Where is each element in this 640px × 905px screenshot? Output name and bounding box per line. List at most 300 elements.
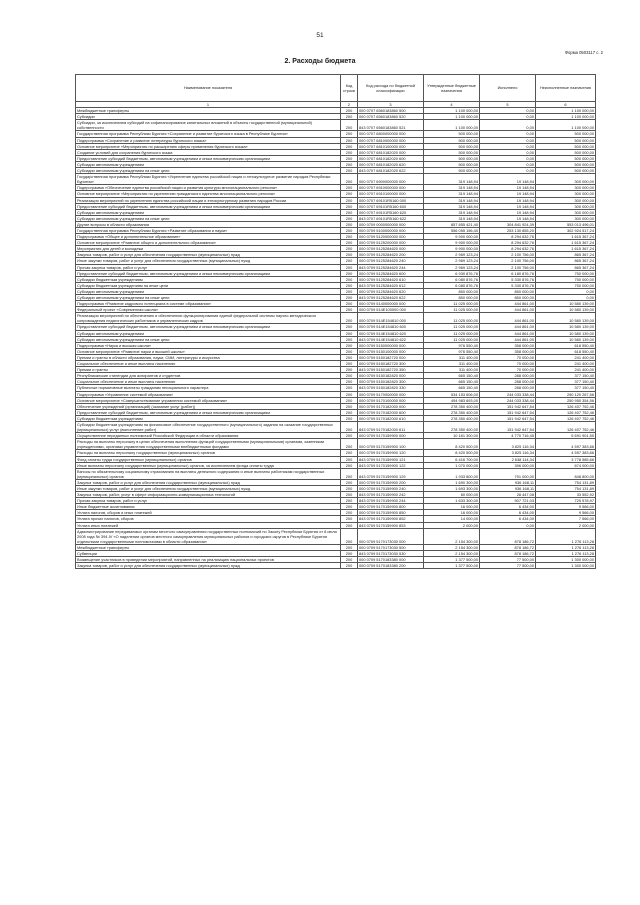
row-unexecuted: 618 550,40 — [536, 342, 596, 348]
row-name: Прочая закупка товаров, работ и услуг — [76, 264, 341, 270]
row-unexecuted: 300 000,00 — [536, 191, 596, 197]
row-executed: 0,00 — [480, 120, 536, 131]
row-classification-code: 000 0709 5100000000 000 — [358, 227, 424, 233]
row-executed: 444 861,00 — [480, 330, 536, 336]
row-executed: 77 500,00 — [480, 563, 536, 569]
row-classification-code: 000 0709 5170159900 000 — [358, 433, 424, 439]
row-approved: 16 000,00 — [424, 504, 480, 510]
row-approved: 500 000,00 — [424, 161, 480, 167]
row-approved: 1 100 000,00 — [424, 114, 480, 120]
row-classification-code: 000 0707 69101R5160 000 — [358, 197, 424, 203]
expenditure-table — [75, 74, 596, 569]
row-name: Премии и гранты в области образования, науки, СМИ, литературы и искусства — [76, 354, 341, 360]
row-line-code: 200 — [341, 361, 358, 367]
row-approved: 665 150,40 — [424, 373, 480, 379]
row-name: Субсидии автономным учреждениям — [76, 209, 341, 215]
row-classification-code: 000 0709 5170159900 850 — [358, 510, 424, 516]
row-unexecuted: 500 000,00 — [536, 168, 596, 174]
row-approved: 9 900 000,00 — [424, 246, 480, 252]
row-approved: 665 150,40 — [424, 379, 480, 385]
row-unexecuted: 10 580 139,00 — [536, 324, 596, 330]
row-executed: 19 148,94 — [480, 215, 536, 221]
row-name: Закупка товаров, работ и услуг для обеспечения государственных (муниципальных) нужд — [76, 252, 341, 258]
row-executed: 70 000,00 — [480, 361, 536, 367]
row-unexecuted: 500 000,00 — [536, 137, 596, 143]
row-classification-code: 843 0709 5125284620 622 — [358, 295, 424, 301]
row-unexecuted: 302 924 517,24 — [536, 227, 596, 233]
row-line-code: 200 — [341, 203, 358, 209]
row-line-code: 200 — [341, 258, 358, 264]
row-executed: 70 000,00 — [480, 367, 536, 373]
column-number: 4 — [424, 102, 480, 108]
row-line-code: 200 — [341, 108, 358, 114]
row-name: Социальное обеспечение и иные выплаты населению — [76, 361, 341, 367]
row-unexecuted: 500 000,00 — [536, 131, 596, 137]
row-name: Иные закупки товаров, работ и услуг для обеспечения государственных (муниципальных) нужд — [76, 486, 341, 492]
row-line-code: 200 — [341, 227, 358, 233]
row-executed: 0,00 — [480, 522, 536, 528]
header-indicator-name: Наименование показателя — [76, 75, 341, 102]
row-executed: 3 825 116,34 — [480, 450, 536, 456]
row-approved: 2 154 300,00 — [424, 551, 480, 557]
row-unexecuted: 300 000,00 — [536, 209, 596, 215]
row-executed: 6 180 876,76 — [480, 270, 536, 276]
row-classification-code: 000 0707 6810182020 000 — [358, 149, 424, 155]
row-name: Федеральный проект «Современная школа» — [76, 307, 341, 313]
row-approved: 1 690 300,00 — [424, 479, 480, 485]
row-unexecuted: 553 013 496,01 — [536, 221, 596, 227]
row-approved: 1 693 300,00 — [424, 486, 480, 492]
row-name: Закупка товаров, работ, услуг в сфере информационно-коммуникационных технологий — [76, 492, 341, 498]
row-unexecuted: 377 150,40 — [536, 373, 596, 379]
row-unexecuted: 500 000,00 — [536, 149, 596, 155]
table-row — [76, 174, 596, 185]
row-line-code: 200 — [341, 324, 358, 330]
row-line-code: 200 — [341, 246, 358, 252]
row-executed: 253 130 855,20 — [480, 227, 536, 233]
row-classification-code: 000 0709 5150100000 000 — [358, 348, 424, 354]
row-approved: 2 154 300,00 — [424, 544, 480, 550]
row-approved: 976 550,40 — [424, 342, 480, 348]
row-name: Субсидии бюджетным учреждениям — [76, 276, 341, 282]
row-line-code: 200 — [341, 354, 358, 360]
row-line-code: 200 — [341, 161, 358, 167]
row-line-code: 200 — [341, 342, 358, 348]
row-classification-code: 000 0707 6810000000 000 — [358, 137, 424, 143]
row-unexecuted: 1 300 000,00 — [536, 563, 596, 569]
row-classification-code: 843 0709 5170173030 530 — [358, 551, 424, 557]
row-executed: 878 186,72 — [480, 528, 536, 544]
row-unexecuted: 4 597 383,66 — [536, 450, 596, 456]
row-name: Администрирование передаваемых органам местного самоуправления государственных полномочий по Закону Республики Бурятия от 8 июля 2008 года № 394-IV «О наделении органов местного самоуправления муниципальных районов и городских округов в Республике Бурятия отдельными государственными полномочиями в области образования» — [76, 528, 341, 544]
row-line-code: 200 — [341, 462, 358, 468]
row-unexecuted: 865 367,24 — [536, 258, 596, 264]
row-line-code: 200 — [341, 174, 358, 185]
row-name: Предоставление субсидий бюджетным, автономным учреждениям и иным некоммерческим организациям — [76, 324, 341, 330]
row-executed: 19 148,94 — [480, 203, 536, 209]
row-executed: 878 186,72 — [480, 544, 536, 550]
row-approved: 857 855 421,40 — [424, 221, 480, 227]
row-unexecuted: 500 000,00 — [536, 161, 596, 167]
row-name: Предоставление субсидий бюджетным, автономным учреждениям и иным некоммерческим организациям — [76, 270, 341, 276]
row-approved: 11 025 000,00 — [424, 336, 480, 342]
row-approved: 319 148,94 — [424, 197, 480, 203]
row-unexecuted: 9 566,00 — [536, 510, 596, 516]
row-line-code: 200 — [341, 288, 358, 294]
header-executed: Исполнено — [480, 75, 536, 102]
row-unexecuted: 300 000,00 — [536, 215, 596, 221]
row-line-code: 200 — [341, 504, 358, 510]
row-line-code: 200 — [341, 264, 358, 270]
row-name: Взносы по обязательному социальному страхованию на выплаты денежного содержания и иные выплаты работникам государственных (муниципальных) органов — [76, 468, 341, 479]
row-classification-code: 000 0707 6800000000 000 — [358, 131, 424, 137]
row-classification-code: 000 0707 6810182020 620 — [358, 161, 424, 167]
row-name: Субсидии бюджетным учреждениям — [76, 415, 341, 421]
row-line-code: 200 — [341, 221, 358, 227]
row-executed: 358 000,00 — [480, 342, 536, 348]
row-classification-code: 000 0709 5120000000 000 — [358, 234, 424, 240]
row-unexecuted: 377 150,40 — [536, 379, 596, 385]
row-approved: 16 000,00 — [424, 510, 480, 516]
row-line-code: 200 — [341, 397, 358, 403]
row-line-code: 200 — [341, 149, 358, 155]
row-approved: 1 377 500,00 — [424, 563, 480, 569]
row-approved: 665 150,40 — [424, 385, 480, 391]
row-executed: 19 148,94 — [480, 197, 536, 203]
row-executed: 2 100 756,00 — [480, 252, 536, 258]
row-classification-code: 843 0709 5170159900 242 — [358, 492, 424, 498]
row-executed: 8 294 632,76 — [480, 240, 536, 246]
row-name: Прочая закупка товаров, работ и услуг — [76, 498, 341, 504]
row-name: Другие вопросы в области образования — [76, 221, 341, 227]
header-classification-code: Код расхода по бюджетной классификации — [358, 75, 424, 102]
row-line-code: 200 — [341, 468, 358, 479]
row-name: Субсидии, за исключением субсидий на софинансирование капитальных вложений в объекты государственной (муниципальной) собственности — [76, 120, 341, 131]
row-unexecuted: 0,00 — [536, 288, 596, 294]
row-line-code: 200 — [341, 439, 358, 450]
row-approved: 1 070 000,00 — [424, 462, 480, 468]
row-line-code: 200 — [341, 421, 358, 432]
row-classification-code: 000 0709 5125284620 600 — [358, 270, 424, 276]
row-name: Субсидии автономным учреждениям на иные цели — [76, 215, 341, 221]
row-line-code: 200 — [341, 563, 358, 569]
row-name: Подпрограмма «Наука и высшая школа» — [76, 342, 341, 348]
row-executed: 444 861,00 — [480, 313, 536, 324]
row-approved: 9 900 000,00 — [424, 234, 480, 240]
row-classification-code: 843 0709 5125284620 612 — [358, 282, 424, 288]
row-executed: 850 000,00 — [480, 288, 536, 294]
row-classification-code: 000 0707 6810182020 600 — [358, 155, 424, 161]
row-name: Возмещение участников в проведении мероприятий, направленных на реализацию национальных проектов — [76, 557, 341, 563]
row-line-code: 200 — [341, 143, 358, 149]
row-line-code: 200 — [341, 234, 358, 240]
row-name: Государственная программа Республики Бурятия «Сохранение и развитие бурятского языка в Республике Бурятия» — [76, 131, 341, 137]
row-name: Подпрограмма «Обеспечение единства российской нации и развития культуры многонационального региона» — [76, 185, 341, 191]
row-approved: 319 148,94 — [424, 209, 480, 215]
row-executed: 0,00 — [480, 131, 536, 137]
row-unexecuted: 1 276 113,28 — [536, 551, 596, 557]
row-executed: 0,00 — [480, 143, 536, 149]
row-line-code: 200 — [341, 120, 358, 131]
row-name: Основное мероприятие «Мероприятия по расширению сферы применения бурятского языка» — [76, 143, 341, 149]
row-name: Межбюджетные трансферты — [76, 108, 341, 114]
row-name: Закупка товаров, работ и услуг для обеспечения государственных (муниципальных) нужд — [76, 479, 341, 485]
row-line-code: 200 — [341, 433, 358, 439]
row-approved: 278 350 400,00 — [424, 415, 480, 421]
row-line-code: 200 — [341, 516, 358, 522]
row-classification-code: 000 0709 514E100000 000 — [358, 307, 424, 313]
row-line-code: 200 — [341, 456, 358, 462]
row-classification-code: 000 0709 0000000000 000 — [358, 221, 424, 227]
row-executed: 19 148,94 — [480, 191, 536, 197]
row-approved: 319 148,94 — [424, 215, 480, 221]
row-line-code: 200 — [341, 295, 358, 301]
row-classification-code: 843 0709 5170182000 611 — [358, 421, 424, 432]
row-name: Основное мероприятие «Развитие науки и высшей школы» — [76, 348, 341, 354]
row-approved: 311 400,00 — [424, 367, 480, 373]
row-line-code: 200 — [341, 385, 358, 391]
row-approved: 500 000,00 — [424, 168, 480, 174]
row-name: Субсидии автономным учреждениям на иные цели — [76, 336, 341, 342]
row-name: Основное мероприятие «Развитие общего и дополнительного образования» — [76, 240, 341, 246]
row-executed: 288 000,00 — [480, 379, 536, 385]
row-line-code: 200 — [341, 330, 358, 336]
row-name: Осуществление переданных полномочий Российской Федерации в области образования — [76, 433, 341, 439]
row-approved: 500 000,00 — [424, 131, 480, 137]
row-classification-code: 000 0709 5125284620 200 — [358, 252, 424, 258]
column-number: 3 — [358, 102, 424, 108]
row-executed: 396 000,00 — [480, 462, 536, 468]
row-line-code: 200 — [341, 313, 358, 324]
row-name: Социальное обеспечение и иные выплаты населению — [76, 379, 341, 385]
row-unexecuted: 241 400,00 — [536, 367, 596, 373]
row-line-code: 200 — [341, 114, 358, 120]
row-name: Закупка товаров, работ и услуг для обеспечения государственных (муниципальных) нужд — [76, 563, 341, 569]
row-unexecuted: 865 367,24 — [536, 252, 596, 258]
row-name: Субсидии автономным учреждениям на иные цели — [76, 295, 341, 301]
row-unexecuted: 750 000,00 — [536, 282, 596, 288]
row-unexecuted: 0,00 — [536, 295, 596, 301]
row-approved: 10 181 300,00 — [424, 433, 480, 439]
header-unexecuted: Неисполненные назначения — [536, 75, 596, 102]
row-unexecuted: 290 120 267,56 — [536, 391, 596, 397]
row-name: Подпрограмма «Развитие кадрового потенциала в системе образования» — [76, 301, 341, 307]
row-name: Субсидии автономным учреждениям — [76, 330, 341, 336]
row-classification-code: 000 0707 69101R5160 620 — [358, 209, 424, 215]
row-unexecuted: 1 100 000,00 — [536, 120, 596, 131]
column-number: 2 — [341, 102, 358, 108]
row-unexecuted: 126 407 752,46 — [536, 415, 596, 421]
row-name: Субсидии автономным учреждениям — [76, 161, 341, 167]
row-name: Публичные нормативные выплаты гражданам несоциального характера — [76, 385, 341, 391]
row-approved: 6 416 700,00 — [424, 456, 480, 462]
row-name: Предоставление субсидий бюджетным, автономным учреждениям и иным некоммерческим организациям — [76, 155, 341, 161]
row-classification-code: 000 0709 5125284620 240 — [358, 258, 424, 264]
row-name: Основное мероприятие «Совершенствование управления системой образования» — [76, 397, 341, 403]
row-executed: 444 861,00 — [480, 307, 536, 313]
row-unexecuted: 300 000,00 — [536, 203, 596, 209]
row-line-code: 200 — [341, 379, 358, 385]
row-unexecuted: 300 000,00 — [536, 174, 596, 185]
row-executed: 0,00 — [480, 114, 536, 120]
row-executed: 878 186,72 — [480, 551, 536, 557]
row-unexecuted: 126 407 752,46 — [536, 403, 596, 409]
row-executed: 6 434,00 — [480, 504, 536, 510]
row-line-code: 200 — [341, 551, 358, 557]
row-approved: 6 080 876,76 — [424, 282, 480, 288]
row-line-code: 200 — [341, 528, 358, 544]
row-classification-code: 843 0709 5170159900 121 — [358, 456, 424, 462]
row-approved: 556 055 156,40 — [424, 227, 480, 233]
row-name: Уплата налогов, сборов и иных платежей — [76, 510, 341, 516]
row-classification-code: 000 0709 5125284620 620 — [358, 288, 424, 294]
table-row — [76, 421, 596, 432]
row-line-code: 200 — [341, 544, 358, 550]
row-executed: 244 033 338,44 — [480, 397, 536, 403]
row-unexecuted: 9 566,00 — [536, 504, 596, 510]
row-name: Обеспечение учреждений (организаций) (оказание услуг (работ)) — [76, 403, 341, 409]
row-line-code: 200 — [341, 403, 358, 409]
row-approved: 2 154 300,00 — [424, 528, 480, 544]
row-line-code: 200 — [341, 137, 358, 143]
row-classification-code: 000 0709 5170173030 500 — [358, 544, 424, 550]
row-unexecuted: 750 000,00 — [536, 276, 596, 282]
row-executed: 0,00 — [480, 155, 536, 161]
row-line-code: 200 — [341, 348, 358, 354]
row-name: Межбюджетные трансферты — [76, 544, 341, 550]
row-approved: 11 025 000,00 — [424, 301, 480, 307]
row-name: Расходы на выплаты персоналу в целях обеспечения выполнения функций государственными (муниципальными) органами, казенными учреждениями, органами управления государственными внебюджетными фондами — [76, 439, 341, 450]
row-approved: 311 400,00 — [424, 361, 480, 367]
row-classification-code: 000 0707 6900000000 000 — [358, 174, 424, 185]
form-code: Форма 0503117 с. 2 — [564, 50, 603, 55]
row-unexecuted: 2 000,00 — [536, 522, 596, 528]
table-row — [76, 120, 596, 131]
row-approved: 14 000,00 — [424, 516, 480, 522]
row-name: Уплата иных платежей — [76, 522, 341, 528]
row-name: Субвенции — [76, 551, 341, 557]
row-name: Подпрограмма «Управление системой образования» — [76, 391, 341, 397]
row-approved: 319 148,94 — [424, 203, 480, 209]
row-approved: 60 000,00 — [424, 492, 480, 498]
row-approved: 500 000,00 — [424, 143, 480, 149]
row-executed: 304 841 924,39 — [480, 221, 536, 227]
table-row — [76, 468, 596, 479]
row-classification-code: 843 0709 514E154810 622 — [358, 336, 424, 342]
row-line-code: 200 — [341, 415, 358, 421]
row-name: Премии и гранты — [76, 367, 341, 373]
row-classification-code: 843 0709 5170159900 852 — [358, 516, 424, 522]
row-name: Государственная программа Республики Бурятия «Укрепление единства российской нации и этнокультурное развитие народов Республики Бурятия» — [76, 174, 341, 185]
column-number: 1 — [76, 102, 341, 108]
row-executed: 151 942 647,54 — [480, 421, 536, 432]
row-executed: 936 168,11 — [480, 479, 536, 485]
row-classification-code: 000 0707 6910000000 000 — [358, 185, 424, 191]
row-classification-code: 843 0707 6560183860 521 — [358, 120, 424, 131]
row-approved: 1 100 000,00 — [424, 108, 480, 114]
row-executed: 6 434,00 — [480, 510, 536, 516]
row-executed: 0,00 — [480, 161, 536, 167]
row-name: Предоставление субсидий бюджетным, автономным учреждениям и иным некоммерческим организациям — [76, 203, 341, 209]
row-line-code: 200 — [341, 301, 358, 307]
row-approved: 500 000,00 — [424, 149, 480, 155]
row-unexecuted: 300 000,00 — [536, 185, 596, 191]
row-classification-code: 843 0709 5170159900 244 — [358, 498, 424, 504]
row-executed: 8 294 632,76 — [480, 246, 536, 252]
row-line-code: 200 — [341, 336, 358, 342]
row-approved: 500 000,00 — [424, 155, 480, 161]
row-line-code: 200 — [341, 240, 358, 246]
row-name: Фонд оплаты труда государственных (муниципальных) органов — [76, 456, 341, 462]
row-name: Субсидии автономным учреждениям на иные цели — [76, 168, 341, 174]
row-line-code: 200 — [341, 479, 358, 485]
row-name: Субсидии — [76, 114, 341, 120]
row-unexecuted: 618 550,40 — [536, 348, 596, 354]
row-classification-code: 000 0709 5140000000 000 — [358, 301, 424, 307]
row-unexecuted: 1 300 000,00 — [536, 557, 596, 563]
row-approved: 2 969 123,24 — [424, 258, 480, 264]
row-name: Субсидии автономным учреждениям — [76, 288, 341, 294]
row-executed: 5 330 876,76 — [480, 282, 536, 288]
row-classification-code: 000 0709 5170159900 240 — [358, 486, 424, 492]
row-approved: 2 969 123,24 — [424, 264, 480, 270]
row-unexecuted: 1 615 367,24 — [536, 246, 596, 252]
column-number: 5 — [480, 102, 536, 108]
row-executed: 19 148,94 — [480, 209, 536, 215]
row-name: Расходы на выплаты персоналу государственных (муниципальных) органов — [76, 450, 341, 456]
row-approved: 8 420 500,00 — [424, 450, 480, 456]
row-approved: 1 933 800,00 — [424, 468, 480, 479]
row-approved: 11 025 000,00 — [424, 307, 480, 313]
row-executed: 2 638 114,34 — [480, 456, 536, 462]
row-name: Субсидии бюджетным учреждениям на иные цели — [76, 282, 341, 288]
row-unexecuted: 500 000,00 — [536, 155, 596, 161]
row-name: Реализация мероприятий по укреплению единства российской нации и этнокультурному развитию народов России — [76, 197, 341, 203]
page-title: 2. Расходы бюджета — [284, 58, 356, 65]
page-number: 51 — [316, 32, 324, 39]
row-executed: 151 942 647,54 — [480, 409, 536, 415]
row-name: Иные закупки товаров, работ и услуг для обеспечения государственных (муниципальных) нужд — [76, 258, 341, 264]
row-approved: 850 000,00 — [424, 288, 480, 294]
row-approved: 2 000,00 — [424, 522, 480, 528]
row-classification-code: 000 0709 514E154810 600 — [358, 324, 424, 330]
row-classification-code: 843 0709 5150182720 350 — [358, 367, 424, 373]
row-executed: 28 447,08 — [480, 492, 536, 498]
row-executed: 77 500,00 — [480, 557, 536, 563]
row-classification-code: 000 0709 5150182820 000 — [358, 373, 424, 379]
row-classification-code: 000 0709 5170173030 000 — [358, 528, 424, 544]
row-unexecuted: 126 407 752,46 — [536, 421, 596, 432]
row-executed: 8 294 632,76 — [480, 234, 536, 240]
row-unexecuted: 250 950 354,56 — [536, 397, 596, 403]
row-line-code: 200 — [341, 185, 358, 191]
row-unexecuted: 10 580 139,00 — [536, 301, 596, 307]
row-unexecuted: 5 691 901,55 — [536, 433, 596, 439]
row-executed: 151 942 647,54 — [480, 403, 536, 409]
row-name: Республиканские стипендии для аспирантов и студентов — [76, 373, 341, 379]
row-unexecuted: 725 578,97 — [536, 498, 596, 504]
row-unexecuted: 10 580 139,00 — [536, 313, 596, 324]
row-name: Основное мероприятие «Мероприятия по укреплению гражданского единства многонационального региона» — [76, 191, 341, 197]
row-classification-code: 000 0707 6910100000 000 — [358, 191, 424, 197]
table-header-row — [76, 75, 596, 102]
row-executed: 4 770 716,45 — [480, 433, 536, 439]
row-unexecuted: 300 000,00 — [536, 197, 596, 203]
row-name: Подпрограмма «Сохранение и развитие литературы бурятского языка» — [76, 137, 341, 143]
row-unexecuted: 10 580 139,00 — [536, 330, 596, 336]
table-row — [76, 563, 596, 569]
row-name: Государственная программа Республики Бурятия «Развитие образования и науки» — [76, 227, 341, 233]
